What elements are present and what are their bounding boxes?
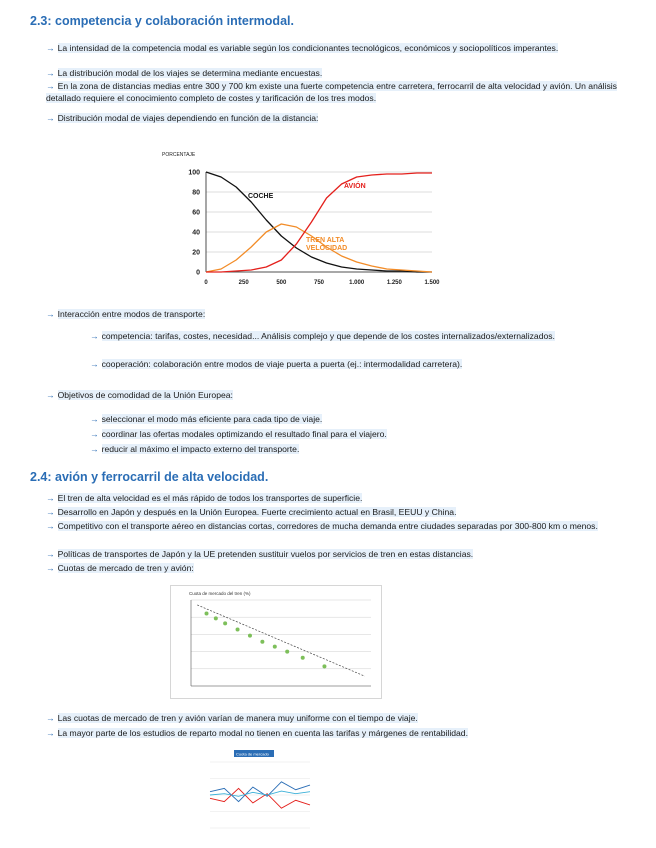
bullet-text: En la zona de distancias medias entre 300 y 700 km existe una fuerte competencia entre carretera, ferrocarril de alta velocidad y avión. Un análisis detallado requiere el conocimiento completo de costes y tarificación de los tres modos.	[46, 81, 617, 103]
sub-bullet-text: coordinar las ofertas modales optimizando el resultado final para el viajero.	[101, 429, 387, 439]
chart2-title: Cuota de mercado del tren (%)	[189, 591, 251, 596]
chart2-point	[248, 634, 252, 638]
modal-distribution-chart	[160, 148, 440, 296]
chart1-xtick: 750	[313, 280, 325, 286]
bullet-text: La intensidad de la competencia modal es variable según los condicionantes tecnológicos, económicos y sociopolíticos imperantes.	[57, 43, 559, 53]
chart2-point	[214, 616, 218, 620]
arrow-icon: →	[46, 81, 55, 91]
legend-avion: AVIÓN	[344, 183, 366, 190]
chart1-xticks	[204, 280, 440, 286]
legend-coche: COCHE	[248, 193, 274, 200]
sub-bullet-text: seleccionar el modo más eficiente para cada tipo de viaje.	[101, 414, 323, 424]
sub-bullet	[90, 413, 610, 425]
bullet	[46, 42, 646, 54]
sub-bullet-text: cooperación: colaboración entre modos de viaje puerta a puerta (ej.: intermodalidad carretera).	[101, 359, 463, 369]
legend-tren-av: TREN ALTA VELOCIDAD	[306, 237, 348, 252]
chart1-xtick: 250	[238, 280, 249, 286]
arrow-icon: →	[90, 414, 99, 424]
arrow-icon: →	[46, 43, 55, 53]
chart2-point	[285, 650, 289, 654]
bullet-text: Desarrollo en Japón y después en la Unión Europea. Fuerte crecimiento actual en Brasil, EEUU y China.	[57, 507, 457, 517]
arrow-icon: →	[46, 713, 55, 723]
bullet	[46, 727, 646, 739]
chart2-point	[273, 645, 277, 649]
sub-bullet	[90, 330, 610, 342]
modal-distribution-chart-svg	[160, 148, 440, 296]
bullet-text: Competitivo con el transporte aéreo en distancias cortas, corredores de mucha demanda entre ciudades separadas por 300-800 km o menos.	[57, 521, 598, 531]
chart1-ytick: 0	[196, 269, 200, 277]
market-share-line-chart	[200, 748, 320, 836]
chart1-ytick: 100	[188, 169, 200, 177]
sub-bullet	[90, 358, 610, 370]
bullet-text: La mayor parte de los estudios de reparto modal no tienen en cuenta las tarifas y márgenes de rentabilidad.	[57, 728, 468, 738]
market-share-scatter-svg	[171, 586, 381, 698]
chart3-title: Cuota de mercado	[236, 751, 269, 757]
bullet	[46, 548, 646, 560]
sub-bullet	[90, 443, 610, 455]
bullet-text: El tren de alta velocidad es el más rápido de todos los transportes de superficie.	[57, 493, 363, 503]
bullet	[46, 67, 646, 79]
market-share-scatter-chart	[170, 585, 382, 699]
chart1-ytick: 20	[192, 249, 200, 257]
sub-bullet-text: reducir al máximo el impacto externo del transporte.	[101, 444, 300, 454]
chart1-xtick: 1.500	[424, 280, 440, 286]
bullet	[46, 712, 646, 724]
arrow-icon: →	[90, 331, 99, 341]
chart2-trendline	[197, 605, 365, 676]
chart1-ytick: 80	[192, 189, 200, 197]
chart1-yticks	[188, 170, 200, 277]
bullet	[46, 80, 646, 104]
chart1-ytick: 60	[192, 209, 200, 217]
bullet-text: La distribución modal de los viajes se determina mediante encuestas.	[57, 68, 323, 78]
chart1-xtick: 500	[276, 280, 287, 286]
bullet-text: Cuotas de mercado de tren y avión:	[57, 563, 194, 573]
bullet-text: Distribución modal de viajes dependiendo en función de la distancia:	[57, 113, 319, 123]
chart1-ytick: 40	[192, 229, 200, 237]
chart2-point	[322, 664, 326, 668]
chart2-point	[236, 627, 240, 631]
arrow-icon: →	[46, 549, 55, 559]
bullet-text: Las cuotas de mercado de tren y avión varían de manera muy uniforme con el tiempo de viaje.	[57, 713, 418, 723]
chart2-point	[301, 656, 305, 660]
arrow-icon: →	[90, 429, 99, 439]
section-title-2-3: 2.3: competencia y colaboración intermodal.	[30, 14, 294, 28]
chart2-point	[260, 640, 264, 644]
arrow-icon: →	[46, 507, 55, 517]
objectives-title: Objetivos de comodidad de la Unión Europea:	[57, 390, 233, 400]
arrow-icon: →	[46, 309, 55, 319]
bullet	[46, 520, 646, 532]
bullet	[46, 492, 646, 504]
market-share-line-svg	[200, 748, 320, 836]
arrow-icon: →	[46, 563, 55, 573]
bullet	[46, 112, 646, 124]
arrow-icon: →	[46, 728, 55, 738]
arrow-icon: →	[90, 444, 99, 454]
arrow-icon: →	[46, 390, 55, 400]
bullet	[46, 389, 646, 401]
chart1-ylabel: PORCENTAJE	[162, 152, 196, 158]
arrow-icon: →	[46, 68, 55, 78]
chart1-xtick: 1.000	[349, 280, 365, 286]
sub-bullet	[90, 428, 610, 440]
interaction-title: Interacción entre modos de transporte:	[57, 309, 206, 319]
chart2-grid	[191, 600, 371, 686]
chart2-point	[223, 621, 227, 625]
chart2-points	[197, 605, 365, 676]
sub-bullet-text: competencia: tarifas, costes, necesidad... Análisis complejo y que depende de los costes internalizados/externalizados.	[101, 331, 555, 341]
bullet	[46, 308, 646, 320]
chart1-xtick: 1.250	[386, 280, 402, 286]
bullet	[46, 506, 646, 518]
arrow-icon: →	[46, 493, 55, 503]
chart1-lines	[206, 172, 432, 272]
chart3-grid	[210, 762, 310, 828]
arrow-icon: →	[46, 521, 55, 531]
chart2-point	[205, 612, 209, 616]
section-title-2-4: 2.4: avión y ferrocarril de alta velocidad.	[30, 470, 269, 484]
bullet-text: Políticas de transportes de Japón y la UE pretenden sustituir vuelos por servicios de tren en estas distancias.	[57, 549, 474, 559]
arrow-icon: →	[46, 113, 55, 123]
arrow-icon: →	[90, 359, 99, 369]
chart1-xtick: 0	[204, 280, 208, 286]
bullet	[46, 562, 646, 574]
